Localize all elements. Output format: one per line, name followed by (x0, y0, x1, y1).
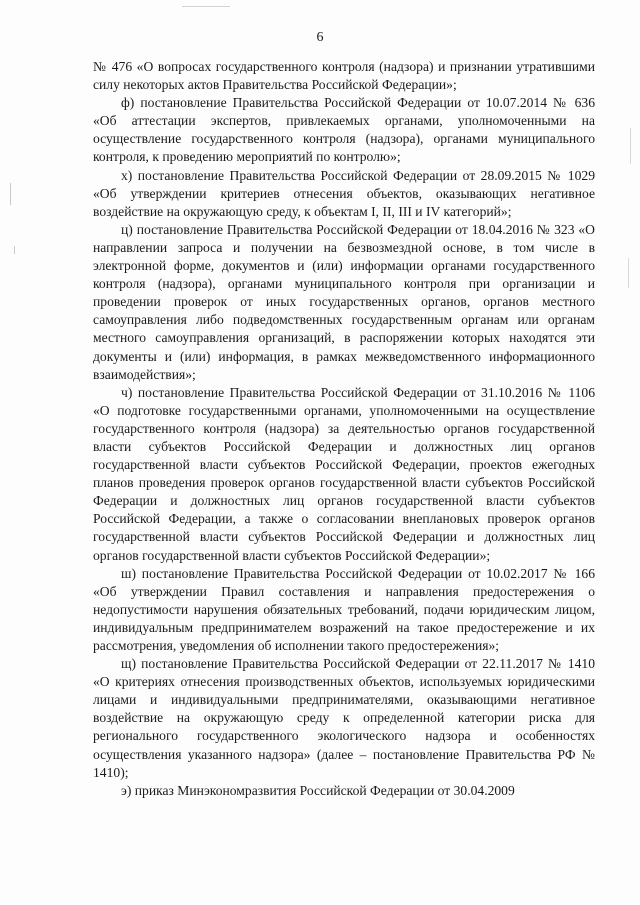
scan-artifact (10, 183, 11, 205)
document-body (93, 58, 595, 800)
paragraph-item-ch: ч) постановление Правительства Российской Федерации от 31.10.2016 № 1106 «О подготовке государственными органами, уполномоченными на осуществление государственного контроля (надзора) за деятельностью органов государственной власти субъектов Российской Федерации и должностных лиц органов государственной власти субъектов Российской Федерации, проектов ежегодных планов проведения проверок органов государственной власти субъектов Российской Федерации и должностных лиц органов государственной власти субъектов Российской Федерации, а также о согласовании внеплановых проверок органов государственной власти субъектов Российской Федерации и должностных лиц органов государственной власти субъектов Российской Федерации»; (93, 384, 595, 563)
paragraph-item-shch: щ) постановление Правительства Российской Федерации от 22.11.2017 № 1410 «О критериях отнесения производственных объектов, используемых юридическими лицами и индивидуальными предпринимателями, оказывающими негативное воздействие на окружающую среду к определенной категории риска для регионального государственного экологического надзора и особенностях осуществления указанного надзора» (далее – постановление Правительства РФ № 1410); (93, 656, 595, 780)
paragraph-item-f: ф) постановление Правительства Российской Федерации от 10.07.2014 № 636 «Об аттестации экспертов, привлекаемых органами, уполномоченными на осуществление государственного контроля (надзора), органами муниципального контроля, к проведению мероприятий по контролю»; (93, 95, 595, 165)
paragraph-item-e: э) приказ Минэкономразвития Российской Федерации от 30.04.2009 (121, 782, 515, 798)
paragraph-continuation-476: № 476 «О вопросах государственного контроля (надзора) и признании утратившими силу некоторых актов Правительства Российской Федерации»; (93, 59, 595, 93)
scan-artifact (182, 6, 230, 7)
scan-artifact (630, 128, 631, 164)
scan-artifact (628, 258, 629, 288)
page-number: 6 (316, 30, 324, 45)
scan-artifact (14, 246, 15, 254)
paragraph-item-kh: х) постановление Правительства Российской Федерации от 28.09.2015 № 1029 «Об утверждении критериев отнесения объектов, оказывающих негативное воздействие на окружающую среду, к объектам I, II, III и IV категорий»; (93, 167, 595, 219)
paragraph-item-sh: ш) постановление Правительства Российской Федерации от 10.02.2017 № 166 «Об утверждении Правил составления и направления предостережения о недопустимости нарушения обязательных требований, подачи юридическим лицом, индивидуальным предпринимателем возражений на такое предостережение и их рассмотрения, уведомления об исполнении такого предостережения»; (93, 565, 595, 653)
paragraph-item-ts: ц) постановление Правительства Российской Федерации от 18.04.2016 № 323 «О направлении запроса и получении на безвозмездной основе, в том числе в электронной форме, документов и (или) информации органами государственного контроля (надзора), органами муниципального контроля при организации и проведении проверок от иных государственных органов, органов местного самоуправления либо подведомственных государственным органам или органам местного самоуправления организаций, в распоряжении которых находятся эти документы и (или) информация, в рамках межведомственного информационного взаимодействия»; (93, 221, 595, 382)
